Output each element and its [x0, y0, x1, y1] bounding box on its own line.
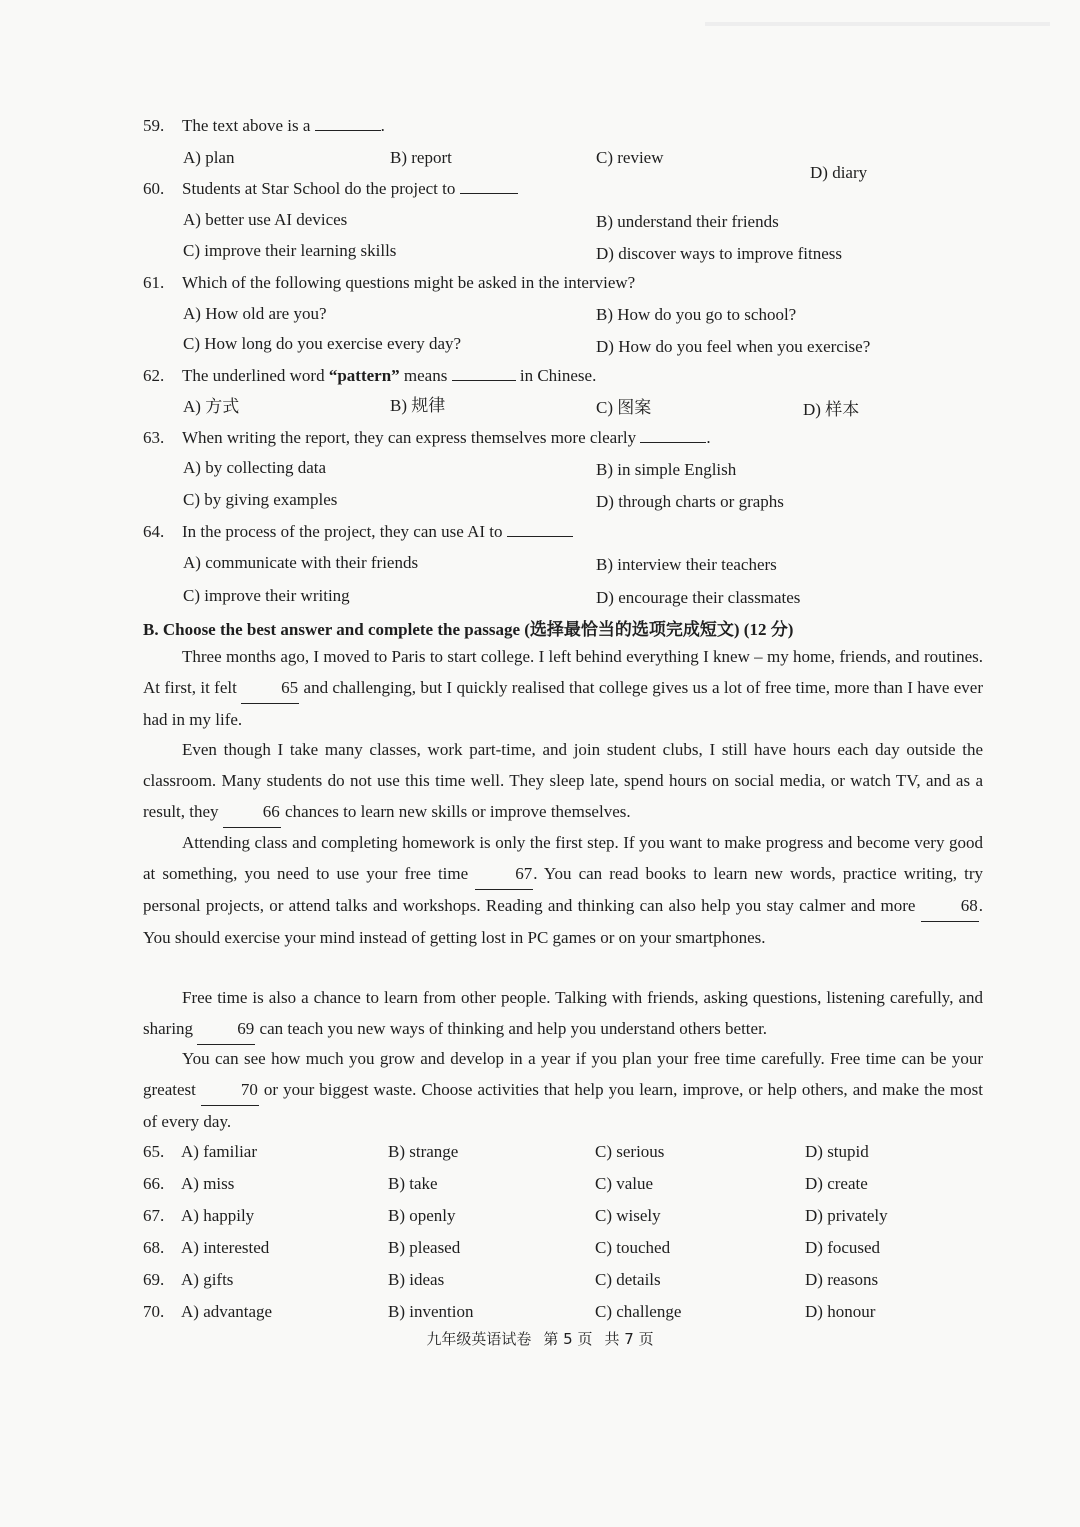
q65-option-a[interactable]: A) familiar	[181, 1142, 257, 1161]
question-59: 59. The text above is a .	[143, 116, 385, 135]
passage-paragraph-2: Even though I take many classes, work part-time, and join student clubs, I still have hours each day outside the classroom. Many students do not use this time well. They sleep late, spend hours on social media, or watch TV, and as a result, they 66 chances to learn new skills or improve themselves.	[143, 734, 983, 828]
q63-option-d[interactable]: D) through charts or graphs	[596, 492, 784, 511]
blank-65[interactable]: 65	[241, 672, 299, 704]
q65-option-d[interactable]: D) stupid	[805, 1142, 869, 1161]
footer-page-number: 第 5 页	[543, 1330, 593, 1348]
q66-option-a[interactable]: A) miss	[181, 1174, 235, 1193]
passage-paragraph-3: Attending class and completing homework is only the first step. If you want to make progress and become very good at something, you need to use your free time 67. You can read books to learn new words, practice writing, try personal projects, or attend talks and workshops. Reading and thinking can also help you stay calmer and more 68. You should exercise your mind instead of getting lost in PC games or on your smartphones.	[143, 833, 984, 947]
q67-option-c[interactable]: C) wisely	[595, 1206, 661, 1225]
q61-option-c[interactable]: C) How long do you exercise every day?	[183, 334, 462, 353]
passage-paragraph-4: Free time is also a chance to learn from other people. Talking with friends, asking questions, listening carefully, and sharing 69 can teach you new ways of thinking and help you understand others better.	[143, 982, 983, 1045]
q67-option-a[interactable]: A) happily	[181, 1206, 255, 1225]
page-footer	[0, 1328, 1080, 1349]
q69-option-d[interactable]: D) reasons	[805, 1270, 879, 1289]
q63-option-b[interactable]: B) in simple English	[596, 460, 737, 479]
q70-option-d[interactable]: D) honour	[805, 1302, 876, 1321]
q60-option-d[interactable]: D) discover ways to improve fitness	[596, 244, 842, 263]
passage-paragraph-1: Three months ago, I moved to Paris to start college. I left behind everything I knew – my home, friends, and routines. At first, it felt 65 and challenging, but I quickly realised that college gives us a lot of free time, more than I have ever had in my life.	[143, 647, 983, 729]
question-68-number: 68.	[143, 1238, 165, 1257]
q62-option-a[interactable]: A) 方式	[183, 397, 240, 416]
q64-option-b[interactable]: B) interview their teachers	[596, 555, 777, 574]
section-b-title: B. Choose the best answer and complete the passage (选择最恰当的选项完成短文) (12 分)	[143, 620, 794, 639]
passage-paragraph-5: You can see how much you grow and develop in a year if you plan your free time carefully. Free time can be your greatest 70 or your biggest waste. Choose activities that help you learn, improve, or help others, and make the most of every day.	[143, 1049, 983, 1131]
q70-option-a[interactable]: A) advantage	[181, 1302, 273, 1321]
q61-option-b[interactable]: B) How do you go to school?	[596, 305, 797, 324]
q65-option-c[interactable]: C) serious	[595, 1142, 665, 1161]
question-70-number: 70.	[143, 1302, 165, 1321]
q61-option-a[interactable]: A) How old are you?	[183, 304, 327, 323]
q62-option-c[interactable]: C) 图案	[596, 398, 652, 417]
question-64: 64. In the process of the project, they can use AI to	[143, 522, 1003, 542]
q65-option-b[interactable]: B) strange	[388, 1142, 459, 1161]
question-60: 60. Students at Star School do the project to	[143, 179, 1003, 199]
q70-option-c[interactable]: C) challenge	[595, 1302, 682, 1321]
q59-option-b[interactable]: B) report	[390, 148, 452, 167]
footer-title: 九年级英语试卷	[426, 1330, 532, 1348]
q66-option-b[interactable]: B) take	[388, 1174, 438, 1193]
q61-option-d[interactable]: D) How do you feel when you exercise?	[596, 337, 871, 356]
question-61: 61. Which of the following questions might be asked in the interview?	[143, 273, 636, 292]
q70-option-b[interactable]: B) invention	[388, 1302, 474, 1321]
q69-option-b[interactable]: B) ideas	[388, 1270, 445, 1289]
q63-option-c[interactable]: C) by giving examples	[183, 490, 338, 509]
question-62: 62. The underlined word “pattern” means in Chinese.	[143, 366, 597, 385]
q59-option-d[interactable]: D) diary	[810, 163, 868, 182]
question-63: 63. When writing the report, they can express themselves more clearly .	[143, 428, 711, 447]
q66-option-d[interactable]: D) create	[805, 1174, 868, 1193]
q60-option-a[interactable]: A) better use AI devices	[183, 210, 348, 229]
q67-option-d[interactable]: D) privately	[805, 1206, 888, 1225]
q64-option-d[interactable]: D) encourage their classmates	[596, 588, 801, 607]
blank-68[interactable]: 68	[921, 890, 979, 922]
blank-67[interactable]: 67	[475, 858, 533, 890]
q68-option-b[interactable]: B) pleased	[388, 1238, 461, 1257]
footer-total-pages: 共 7 页	[604, 1330, 654, 1348]
question-66-number: 66.	[143, 1174, 165, 1193]
q59-option-c[interactable]: C) review	[596, 148, 664, 167]
blank-69[interactable]: 69	[197, 1013, 255, 1045]
question-69-number: 69.	[143, 1270, 165, 1289]
q60-option-c[interactable]: C) improve their learning skills	[183, 241, 397, 260]
q64-option-c[interactable]: C) improve their writing	[183, 586, 350, 605]
q67-option-b[interactable]: B) openly	[388, 1206, 456, 1225]
q69-option-c[interactable]: C) details	[595, 1270, 661, 1289]
q62-option-b[interactable]: B) 规律	[390, 396, 446, 415]
q68-option-d[interactable]: D) focused	[805, 1238, 881, 1257]
q69-option-a[interactable]: A) gifts	[181, 1270, 234, 1289]
question-65-number: 65.	[143, 1142, 165, 1161]
q64-option-a[interactable]: A) communicate with their friends	[183, 553, 419, 572]
q66-option-c[interactable]: C) value	[595, 1174, 654, 1193]
q68-option-a[interactable]: A) interested	[181, 1238, 270, 1257]
q59-option-a[interactable]: A) plan	[183, 148, 235, 167]
blank-66[interactable]: 66	[223, 796, 281, 828]
question-67-number: 67.	[143, 1206, 165, 1225]
scan-smudge	[705, 22, 1050, 26]
q63-option-a[interactable]: A) by collecting data	[183, 458, 327, 477]
blank-70[interactable]: 70	[201, 1074, 259, 1106]
q68-option-c[interactable]: C) touched	[595, 1238, 671, 1257]
q60-option-b[interactable]: B) understand their friends	[596, 212, 779, 231]
q62-option-d[interactable]: D) 样本	[803, 400, 860, 419]
